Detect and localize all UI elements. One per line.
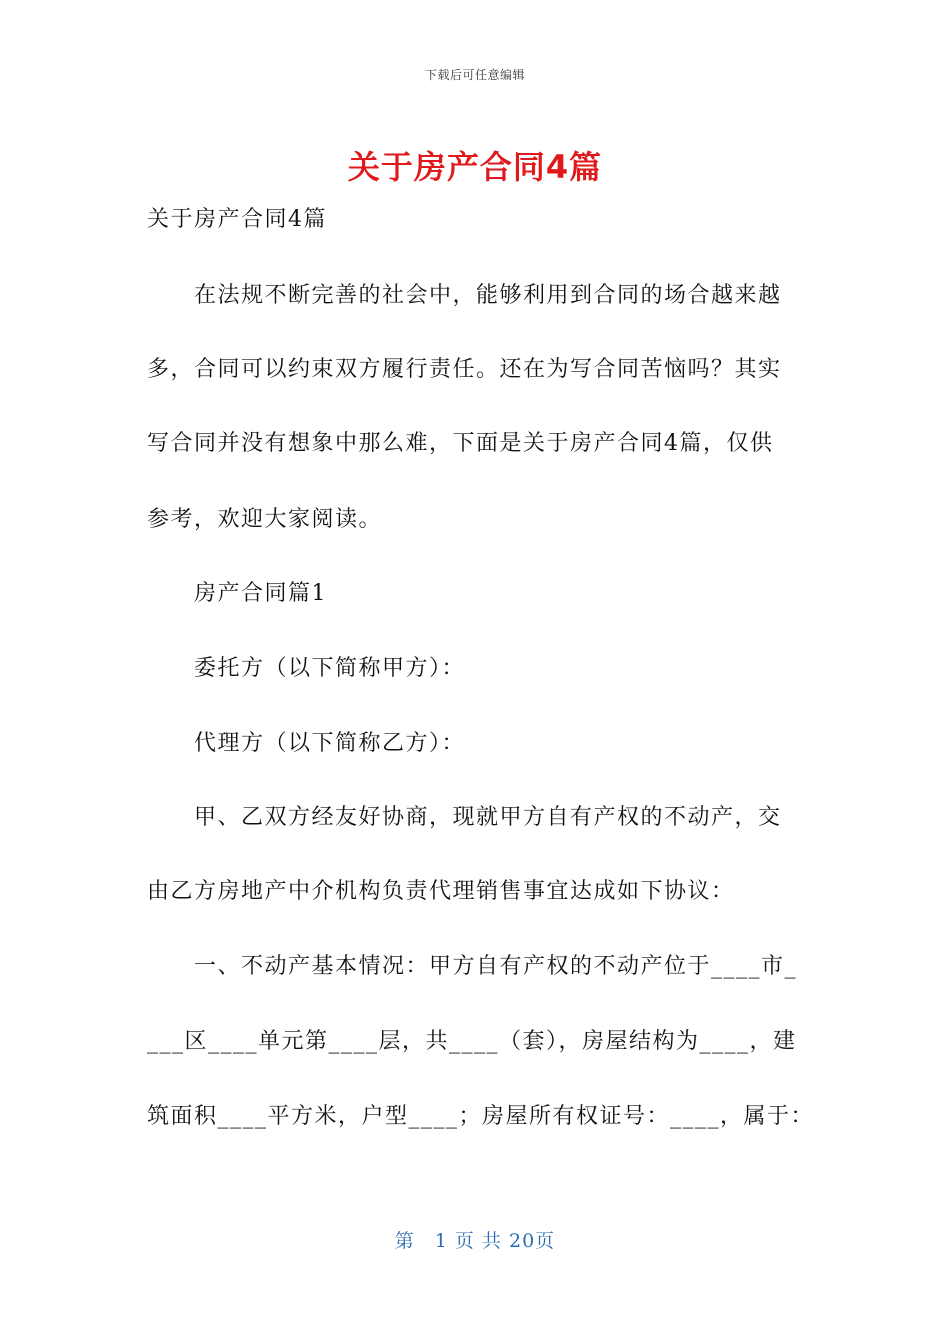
page-number: 第 1 页 共 20页	[394, 1230, 556, 1252]
body-line: 参考，欢迎大家阅读。	[147, 507, 383, 532]
body-line: 写合同并没有想象中那么难，下面是关于房产合同4篇，仅供	[147, 431, 774, 456]
body-line-subtitle: 关于房产合同4篇	[147, 207, 327, 232]
body-line: ___区____单元第____层，共____（套），房屋结构为____，建	[147, 1029, 797, 1054]
body-line: 甲、乙双方经友好协商，现就甲方自有产权的不动产，交	[147, 805, 782, 830]
section-heading: 房产合同篇1	[147, 581, 327, 606]
body-line: 一、不动产基本情况：甲方自有产权的不动产位于____市_	[147, 954, 798, 979]
body-line: 多，合同可以约束双方履行责任。还在为写合同苦恼吗？其实	[147, 357, 782, 382]
header-note: 下载后可任意编辑	[424, 68, 525, 82]
body-line: 委托方（以下简称甲方）：	[147, 656, 466, 681]
body-line: 由乙方房地产中介机构负责代理销售事宜达成如下协议：	[147, 879, 735, 904]
body-line: 在法规不断完善的社会中，能够利用到合同的场合越来越	[147, 283, 782, 308]
body-line: 代理方（以下简称乙方）：	[147, 731, 466, 756]
document-title: 关于房产合同4篇	[347, 148, 603, 186]
body-line: 筑面积____平方米，户型____；房屋所有权证号：____，属于：	[147, 1104, 815, 1129]
